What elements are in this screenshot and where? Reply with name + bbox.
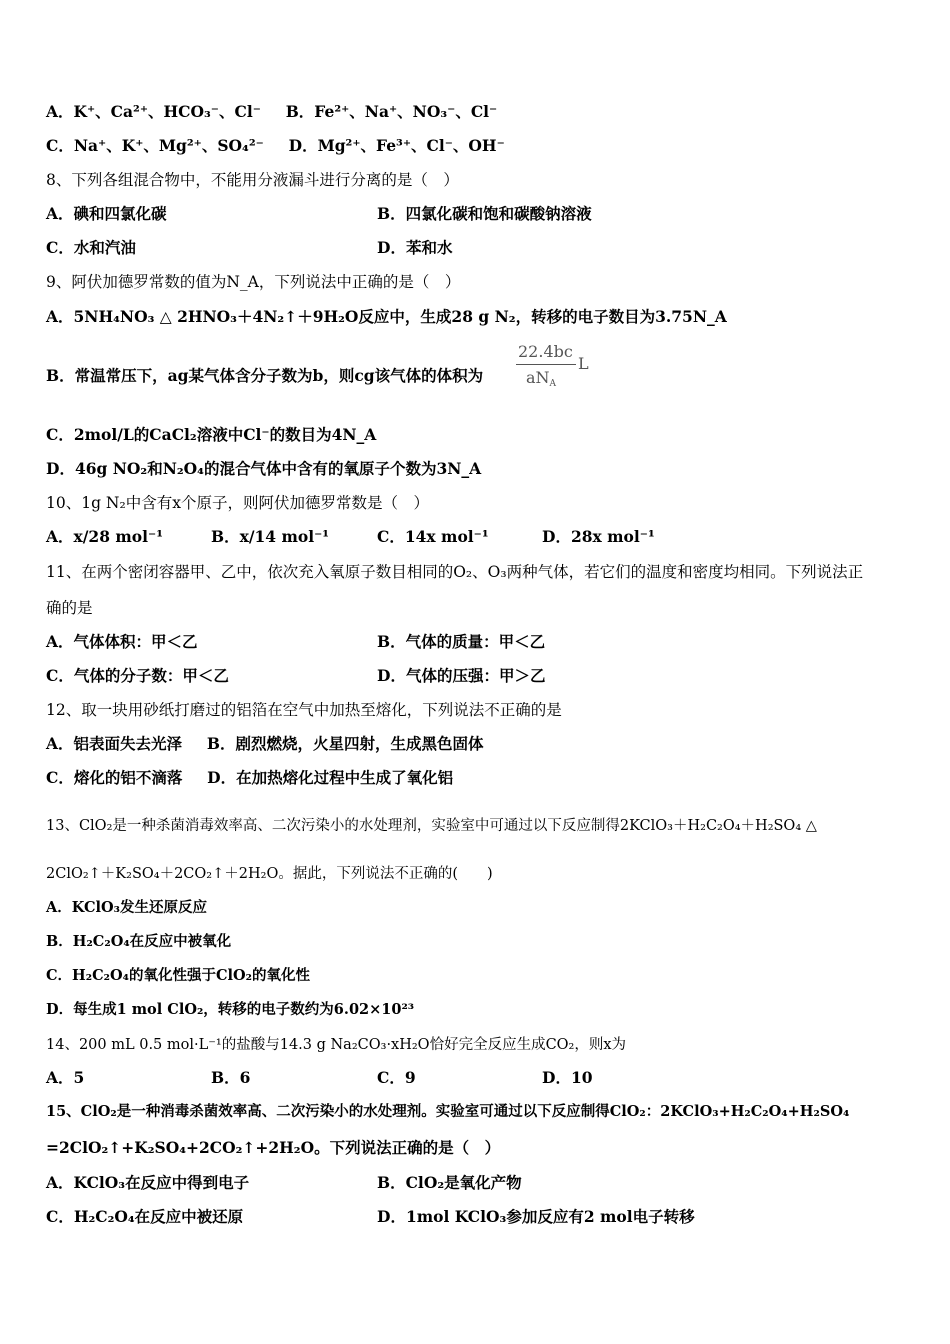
q11-option-c: C．气体的分子数：甲＜乙 [46,666,229,685]
q15-option-d: D．1mol KClO₃参加反应有2 mol电子转移 [377,1207,695,1226]
q14-stem: 14、200 mL 0.5 mol·L⁻¹的盐酸与14.3 g Na₂CO₃·xH₂O恰好完全反应生成CO₂，则x为 [46,1037,627,1053]
fraction-numerator: 22.4bc [518,342,573,361]
q12-options-ab [46,734,483,754]
q10-stem: 10、1g N₂中含有x个原子，则阿伏加德罗常数是（ ） [46,494,429,512]
q13-option-b: B．H₂C₂O₄在反应中被氧化 [46,933,232,950]
fraction-denominator: $aN_A$ [526,368,557,389]
q9-option-d: D．46g NO₂和N₂O₄的混合气体中含有的氧原子个数为3N_A [46,459,482,478]
q11-option-d: D．气体的压强：甲＞乙 [377,666,546,685]
q11-option-b: B．气体的质量：甲＜乙 [377,632,546,651]
q9-option-b-text: B．常温常压下，ag某气体含分子数为b，则cg该气体的体积为 [46,366,484,385]
q13-stem-line2: 2ClO₂↑＋K₂SO₄＋2CO₂↑＋2H₂O。据此，下列说法不正确的( ) [46,866,493,882]
q10-option-c: C．14x mol⁻¹ [377,527,489,546]
q7-option-b: B．Fe²⁺、Na⁺、NO₃⁻、Cl⁻ [285,102,498,121]
q12-stem: 12、取一块用砂纸打磨过的铝箔在空气中加热至熔化，下列说法不正确的是 [46,701,562,719]
fraction-unit: L [578,354,589,373]
q12-options-cd [46,768,453,788]
q8-option-b: B．四氯化碳和饱和碳酸钠溶液 [377,204,592,223]
q15-stem-line1: 15、ClO₂是一种消毒杀菌效率高、二次污染小的水处理剂。实验室可通过以下反应制得ClO₂：2KClO₃+H₂C₂O₄+H₂SO₄ [46,1103,850,1120]
q7-options-cd [46,136,505,156]
q14-option-a: A．5 [46,1068,85,1087]
q14-option-b: B．6 [211,1068,251,1087]
q9-option-c: C．2mol/L的CaCl₂溶液中Cl⁻的数目为4N_A [46,425,377,444]
q8-option-d: D．苯和水 [377,238,453,257]
q10-option-d: D．28x mol⁻¹ [542,527,655,546]
q15-option-a: A．KClO₃在反应中得到电子 [46,1173,250,1192]
q13-stem-line1: 13、ClO₂是一种杀菌消毒效率高、二次污染小的水处理剂，实验室中可通过以下反应制得2KClO₃＋H₂C₂O₄＋H₂SO₄ △ [46,818,817,834]
q8-stem: 8、下列各组混合物中，不能用分液漏斗进行分离的是（ ） [46,171,459,189]
q11-stem-line2: 确的是 [46,599,93,617]
q9-option-a: A．5NH₄NO₃ △ 2HNO₃＋4N₂↑＋9H₂O反应中，生成28 g N₂，转移的电子数目为3.75N_A [46,307,727,326]
q14-option-c: C．9 [377,1068,416,1087]
q11-stem-line1: 11、在两个密闭容器甲、乙中，依次充入氧原子数目相同的O₂、O₃两种气体，若它们的温度和密度均相同。下列说法正 [46,563,864,581]
q12-option-d: D．在加热熔化过程中生成了氧化铝 [207,768,454,787]
q8-option-a: A．碘和四氯化碳 [46,204,167,223]
q15-option-c: C．H₂C₂O₄在反应中被还原 [46,1207,244,1226]
q15-stem-line2: =2ClO₂↑+K₂SO₄+2CO₂↑+2H₂O。下列说法正确的是（ ） [46,1138,501,1157]
q9-option-b-fraction [512,340,592,396]
q10-option-b: B．x/14 mol⁻¹ [211,527,330,546]
q11-option-a: A．气体体积：甲＜乙 [46,632,198,651]
q7-options-ab [46,102,497,122]
q12-option-b: B．剧烈燃烧，火星四射，生成黑色固体 [206,734,484,753]
q7-option-c: C．Na⁺、K⁺、Mg²⁺、SO₄²⁻ [46,136,264,155]
q12-option-c: C．熔化的铝不滴落 [46,768,183,787]
fraction-bar [516,364,576,365]
q7-option-a: A．K⁺、Ca²⁺、HCO₃⁻、Cl⁻ [46,102,261,121]
q13-option-c: C．H₂C₂O₄的氧化性强于ClO₂的氧化性 [46,967,310,984]
q12-option-a: A．铝表面失去光泽 [46,734,183,753]
q13-option-a: A．KClO₃发生还原反应 [46,899,207,916]
q7-option-d: D．Mg²⁺、Fe³⁺、Cl⁻、OH⁻ [288,136,505,155]
q10-option-a: A．x/28 mol⁻¹ [46,527,163,546]
q9-stem: 9、阿伏加德罗常数的值为N_A，下列说法中正确的是（ ） [46,273,461,291]
q13-option-d: D．每生成1 mol ClO₂，转移的电子数约为6.02×10²³ [46,1001,415,1018]
q14-option-d: D．10 [542,1068,593,1087]
q8-option-c: C．水和汽油 [46,238,136,257]
q15-option-b: B．ClO₂是氧化产物 [377,1173,522,1192]
